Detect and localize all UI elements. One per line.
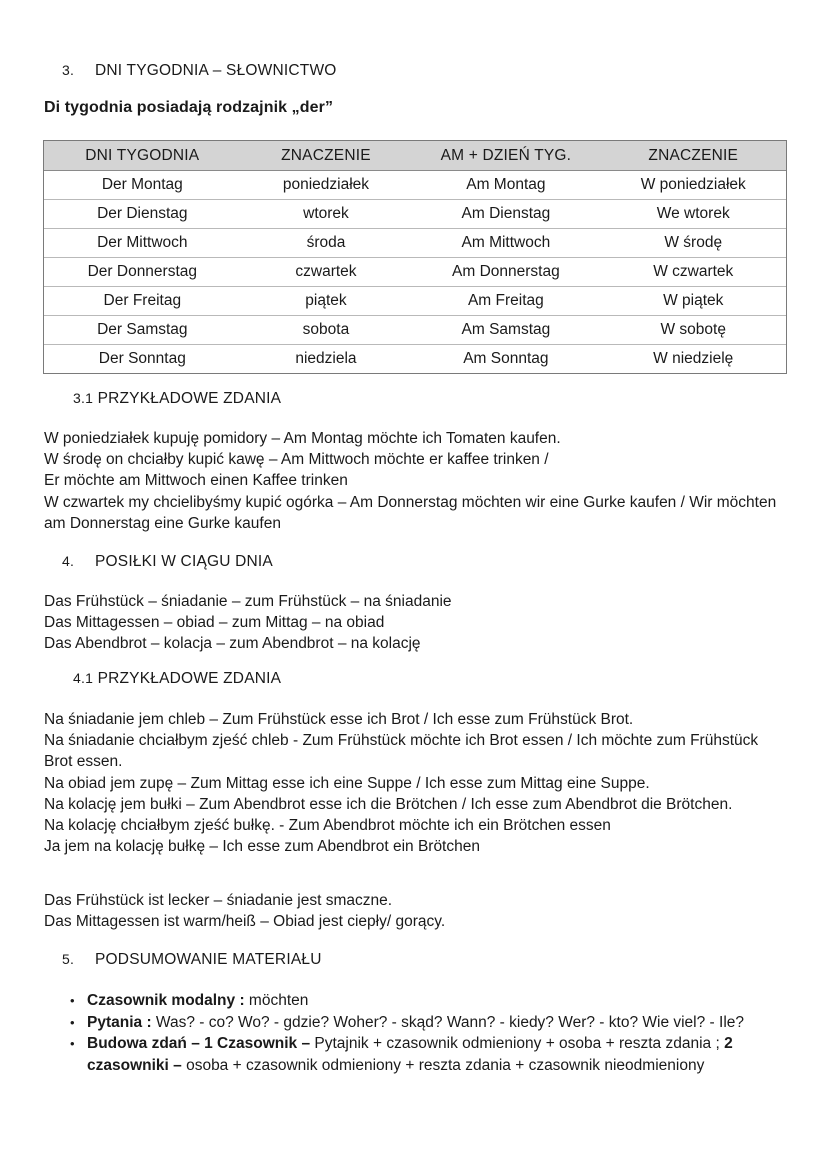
table-header-cell: ZNACZENIE (600, 141, 786, 171)
meal-line: Das Mittagessen – obiad – zum Mittag – na obiad (44, 614, 385, 632)
example-line: Das Mittagessen ist warm/heiß – Obiad jest ciepły/ gorący. (44, 913, 446, 931)
table-header-cell: AM + DZIEŃ TYG. (411, 141, 600, 171)
table-cell: Der Dienstag (44, 200, 241, 229)
list-item-value: Pytajnik + czasownik odmieniony + osoba + reszta zdania ; (310, 1035, 725, 1052)
example-line: Na obiad jem zupę – Zum Mittag esse ich eine Suppe / Ich esse zum Mittag eine Suppe. (44, 774, 650, 792)
meal-adjective-examples (44, 890, 784, 932)
section-5-heading (62, 951, 322, 969)
table-cell: Der Samstag (44, 316, 241, 345)
table-cell: wtorek (241, 200, 412, 229)
example-line: W czwartek my chcielibyśmy kupić ogórka – Am Donnerstag möchten wir eine Gurke kaufen / Wir möchten am Donnerstag eine Gurke kaufen (44, 493, 777, 532)
table-row (44, 316, 786, 345)
section-5-number: 5. (62, 951, 75, 967)
section-3-1-index: 3.1 (73, 390, 94, 406)
table-row (44, 345, 786, 374)
days-of-week-table (43, 140, 787, 374)
table-cell: niedziela (295, 350, 357, 367)
table-row (44, 258, 786, 287)
meal-line: Das Abendbrot – kolacja – zum Abendbrot – na kolację (44, 635, 421, 653)
table-cell: czwartek (241, 258, 412, 287)
meals-vocabulary (44, 591, 779, 655)
list-item-label: Budowa zdań – 1 Czasownik – (87, 1035, 311, 1052)
section-5-title: PODSUMOWANIE MATERIAŁU (95, 951, 322, 968)
table-header-row (44, 141, 786, 171)
summary-bullet-list (62, 990, 782, 1076)
table-cell: Am Freitag (411, 287, 600, 316)
table-cell: Am Samstag (411, 316, 600, 345)
section-4-1-heading (73, 670, 281, 688)
bullet-icon: • (70, 1036, 75, 1051)
list-item (62, 1012, 782, 1034)
table-cell: W sobotę (600, 316, 786, 345)
list-item-label-secondary: 2 czasowniki – (87, 1035, 733, 1074)
table-header-cell: DNI TYGODNIA (44, 141, 241, 171)
table-cell: Am Mittwoch (411, 229, 600, 258)
table-cell: Der Donnerstag (44, 258, 241, 287)
article-rule-lead: Di tygodnia posiadają rodzajnik „der” (44, 99, 334, 116)
list-item-label: Pytania : (87, 1013, 152, 1031)
section-4-1-index: 4.1 (73, 670, 94, 686)
table-cell: środa (241, 229, 412, 258)
example-line: Na kolację chciałbym zjeść bułkę. - Zum Abendbrot möchte ich ein Brötchen essen (44, 817, 611, 835)
table-cell: W środę (600, 229, 786, 258)
example-line: Er möchte am Mittwoch einen Kaffee trinken (44, 472, 348, 490)
example-line: Das Frühstück ist lecker – śniadanie jest smaczne. (44, 892, 393, 909)
table-cell: Am Sonntag (463, 350, 549, 367)
section-4-heading (62, 553, 273, 571)
bullet-icon: • (70, 993, 75, 1008)
meal-line: Das Frühstück – śniadanie – zum Frühstück – na śniadanie (44, 593, 452, 610)
table-cell: Am Montag (411, 171, 600, 200)
table-cell: poniedziałek (241, 171, 412, 200)
table-cell: Der Freitag (44, 287, 241, 316)
example-line: W poniedziałek kupuję pomidory – Am Montag möchte ich Tomaten kaufen. (44, 430, 561, 447)
section-4-1-title: PRZYKŁADOWE ZDANIA (97, 670, 282, 687)
table-cell: piątek (241, 287, 412, 316)
table-cell: W czwartek (600, 258, 786, 287)
table-cell: Der Mittwoch (44, 229, 241, 258)
section-4-title: POSIŁKI W CIĄGU DNIA (95, 553, 273, 570)
section-4-1-examples (44, 709, 784, 857)
table-row (44, 200, 786, 229)
table-cell: Am Dienstag (411, 200, 600, 229)
list-item (62, 1033, 782, 1076)
section-3-heading (62, 62, 337, 80)
section-3-1-examples (44, 428, 779, 534)
list-item-value-secondary: osoba + czasownik odmieniony + reszta zdania + czasownik nieodmieniony (181, 1056, 705, 1074)
table-cell: Am Donnerstag (411, 258, 600, 287)
section-3-number: 3. (62, 62, 75, 78)
table-header-cell: ZNACZENIE (241, 141, 412, 171)
bullet-icon: • (70, 1014, 75, 1030)
section-3-1-title: PRZYKŁADOWE ZDANIA (97, 390, 282, 407)
section-4-number: 4. (62, 553, 75, 569)
example-line: W środę on chciałby kupić kawę – Am Mittwoch möchte er kaffee trinken / (44, 451, 549, 469)
list-item-text (87, 1033, 782, 1076)
list-item-text (87, 1012, 782, 1034)
table-cell: Der Sonntag (98, 350, 186, 367)
table-cell: W piątek (600, 287, 786, 316)
table-cell: sobota (241, 316, 412, 345)
list-item-text (87, 990, 782, 1012)
table-row (44, 287, 786, 316)
example-line: Na śniadanie jem chleb – Zum Frühstück esse ich Brot / Ich esse zum Frühstück Brot. (44, 711, 634, 728)
list-item (62, 990, 782, 1012)
table-row (44, 171, 786, 200)
table-cell: Der Montag (44, 171, 241, 200)
table-row (44, 229, 786, 258)
table-cell: W niedzielę (653, 350, 734, 367)
list-item-value: Was? - co? Wo? - gdzie? Woher? - skąd? Wann? - kiedy? Wer? - kto? Wie viel? - Ile? (151, 1013, 745, 1031)
example-line: Na kolację jem bułki – Zum Abendbrot esse ich die Brötchen / Ich esse zum Abendbrot die Brötchen. (44, 795, 733, 813)
section-3-1-heading (73, 390, 281, 408)
section-3-title: DNI TYGODNIA – SŁOWNICTWO (95, 62, 337, 79)
table-cell: W poniedziałek (600, 171, 786, 200)
example-line: Ja jem na kolację bułkę – Ich esse zum Abendbrot ein Brötchen (44, 838, 480, 856)
table-cell: We wtorek (600, 200, 786, 229)
list-item-label: Czasownik modalny : (87, 992, 245, 1009)
list-item-value: möchten (244, 992, 309, 1009)
example-line: Na śniadanie chciałbym zjeść chleb - Zum Frühstück möchte ich Brot essen / Ich möchte zum Frühstück Brot essen. (44, 732, 759, 771)
